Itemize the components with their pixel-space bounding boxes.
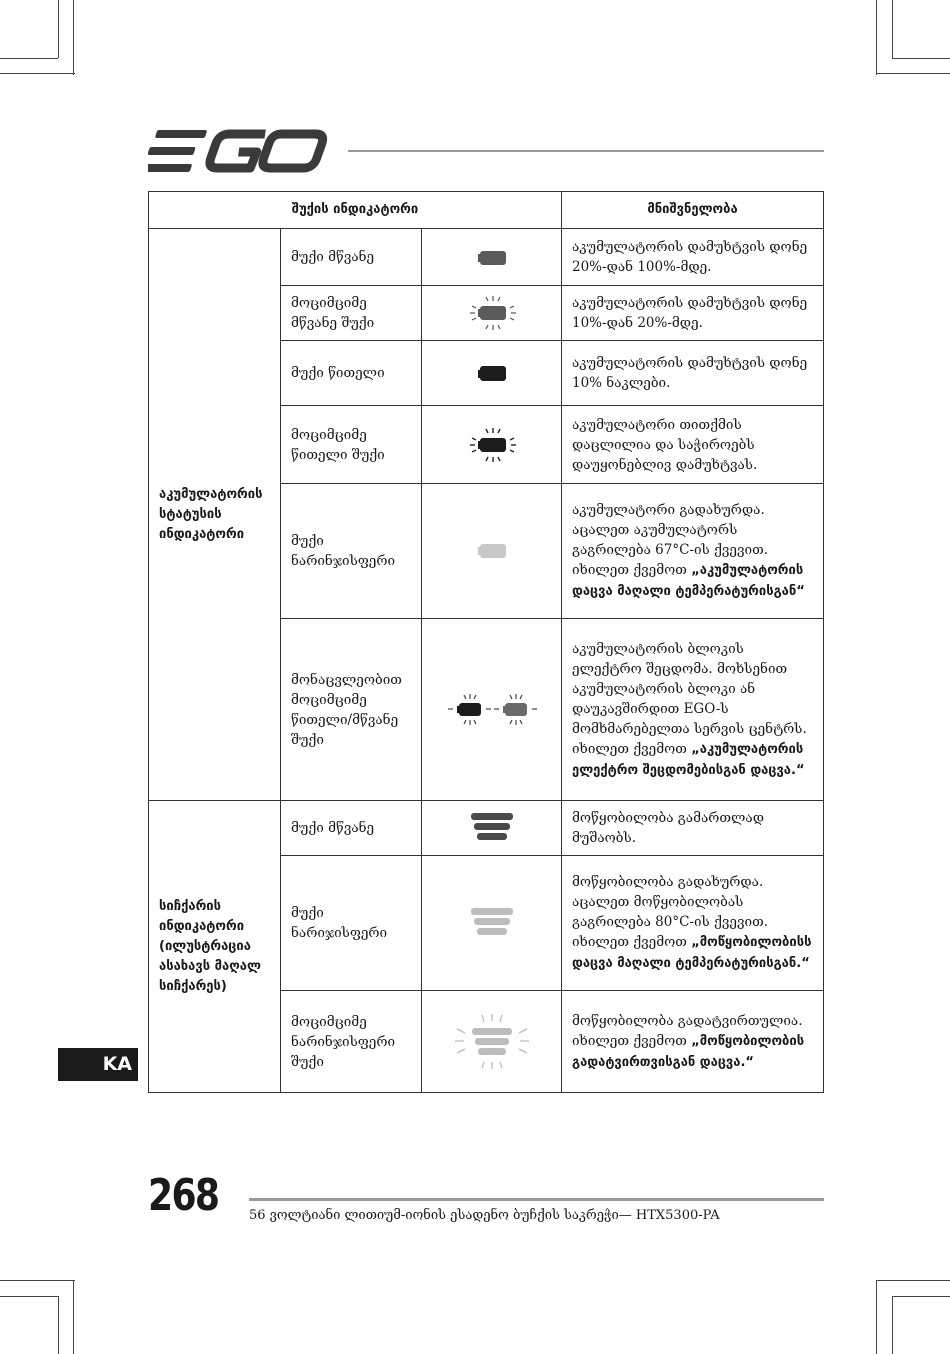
battery-solid-green-icon <box>462 242 522 272</box>
meaning-text: მოწყობილობა გადახურდა. აცალეთ მოწყობილობას გაგრილება 80°C-ის ქვევით. იხილეთ ქვემოთ „მოწყობილობისს დაცვა მაღალი ტემპერატურისგან.“ <box>562 856 824 991</box>
meaning-text: აკუმულატორის დამუხტვის დონე 10% ნაკლები. <box>562 341 824 406</box>
meaning-text: აკუმულატორის ბლოკის ელექტრო შეცდომა. მოხსენით აკუმულატორის ბლოკი ან დაუკავშირდით EGO-ს მომხმარებელთა სერვის ცენტრს. იხილეთ ქვემოთ „აკუმულატორის ელექტრო შეცდომებისგან დაცვა.“ <box>562 619 824 801</box>
table-row <box>149 801 824 856</box>
crop-mark <box>58 0 59 58</box>
light-label: მოციმციმე წითელი შუქი <box>281 406 422 484</box>
language-tab: KA <box>58 1048 138 1081</box>
light-label: მუქი წითელი <box>281 341 422 406</box>
header-rule <box>348 150 824 152</box>
speed-flashing-orange-icon <box>452 1012 532 1072</box>
light-label: მოციმციმე ნარინჯისფერი შუქი <box>281 991 422 1093</box>
crop-mark <box>892 1296 893 1354</box>
meaning-text: აკუმულატორის დამუხტვის დონე 20%-დან 100%-მდე. <box>562 229 824 286</box>
battery-solid-red-icon <box>462 358 522 388</box>
light-label: მუქი ნარიჯისფერი <box>281 856 422 991</box>
crop-mark <box>73 1280 74 1354</box>
ego-logo <box>148 128 332 174</box>
table-row <box>149 229 824 286</box>
header-meaning: მნიშვნელობა <box>562 192 824 229</box>
meaning-text: მოწყობილობა გამართლად მუშაობს. <box>562 801 824 856</box>
table-header-row <box>149 192 824 229</box>
crop-mark <box>0 1280 75 1281</box>
crop-mark <box>876 0 877 75</box>
meaning-text: აკუმულატორი თითქმის დაცლილია და საჭიროებს დაუყონებლივ დამუხტვას. <box>562 406 824 484</box>
battery-flashing-red-icon <box>462 425 522 465</box>
light-label: მუქი მწვანე <box>281 229 422 286</box>
battery-alternating-red-green-icon <box>444 692 540 728</box>
speed-solid-orange-icon <box>462 905 522 941</box>
meaning-text: მოწყობილობა გადატვირთულია. იხილეთ ქვემოთ „მოწყობილობის გადატვირთვისგან დაცვა.“ <box>562 991 824 1093</box>
footer-rule <box>249 1198 824 1201</box>
light-label: მუქი მწვანე <box>281 801 422 856</box>
footer-text: 56 ვოლტიანი ლითიუმ-იონის ესადენო ბუჩქის საკრეჭი— HTX5300-PA <box>249 1208 720 1223</box>
crop-mark <box>73 0 74 75</box>
meaning-text: აკუმულატორი გადახურდა. აცალეთ აკუმულატორს გაგრილება 67°C-ის ქვევით. იხილეთ ქვემოთ „აკუმულატორის დაცვა მაღალი ტემპერატურისგან“ <box>562 484 824 619</box>
category-battery-status: აკუმულატორის სტატუსის ინდიკატორი <box>149 229 281 801</box>
category-speed: სიჩქარის ინდიკატორი (ილუსტრაცია ასახავს მაღალ სიჩქარეს) <box>149 801 281 1093</box>
crop-mark <box>892 0 893 58</box>
speed-solid-green-icon <box>462 810 522 846</box>
crop-mark <box>876 1280 950 1281</box>
crop-mark <box>0 1296 58 1297</box>
battery-flashing-green-icon <box>462 293 522 333</box>
crop-mark <box>0 58 58 59</box>
indicator-table <box>148 191 824 1093</box>
page-number: 268 <box>148 1170 219 1221</box>
crop-mark <box>876 73 950 74</box>
crop-mark <box>892 58 950 59</box>
light-label: მონაცვლეობით მოციმციმე წითელი/მწვანე შუქი <box>281 619 422 801</box>
light-label: მუქი ნარინჯისფერი <box>281 484 422 619</box>
crop-mark <box>876 1280 877 1354</box>
battery-solid-orange-icon <box>462 536 522 566</box>
crop-mark <box>0 73 75 74</box>
header-indicator: შუქის ინდიკატორი <box>149 192 562 229</box>
light-label: მოციმციმე მწვანე შუქი <box>281 286 422 341</box>
crop-mark <box>58 1296 59 1354</box>
crop-mark <box>892 1296 950 1297</box>
meaning-text: აკუმულატორის დამუხტვის დონე 10%-დან 20%-მდე. <box>562 286 824 341</box>
